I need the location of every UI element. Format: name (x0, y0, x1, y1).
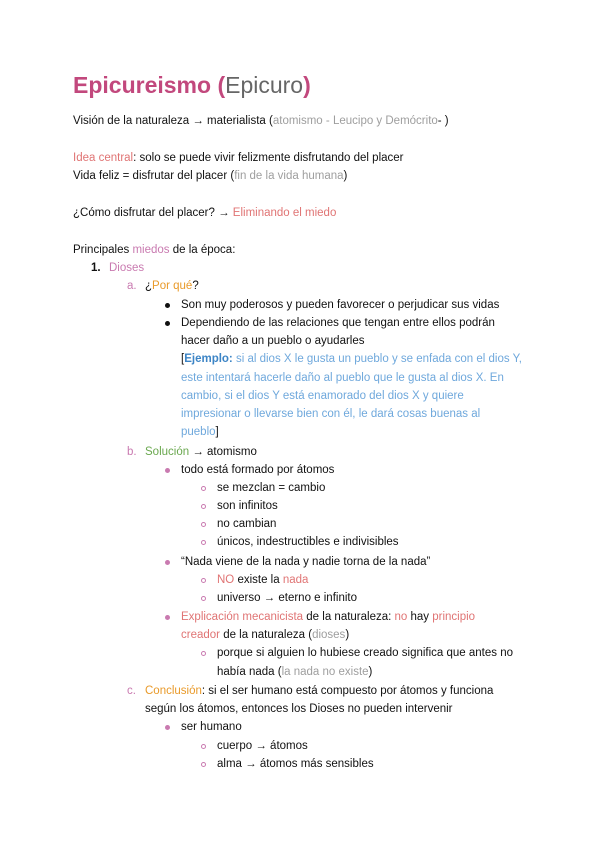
nada-item-1 (217, 571, 308, 589)
list-letter-b: b. (127, 446, 137, 458)
bullet-circle (201, 744, 206, 749)
conclusion-label: Conclusión (145, 685, 202, 697)
ejemplo-close: ] (215, 426, 219, 438)
explicacion-sub2c: ) (368, 666, 373, 678)
solucion-label: Solución (145, 446, 190, 458)
porque-item-2: Dependiendo de las relaciones que tengan entre ellos podrán (181, 317, 495, 329)
explicacion-dioses: dioses (312, 629, 346, 641)
explicacion-sub2a: había nada ( (217, 666, 282, 678)
principales-miedos: miedos (132, 244, 170, 256)
nada-word: nada (282, 574, 309, 586)
page-title (73, 72, 311, 100)
ejemplo-line-1 (181, 350, 522, 368)
title-paren-open: ( (217, 72, 226, 98)
explicacion-sub-1: porque si alguien lo hubiese creado significa que antes no (217, 647, 514, 659)
atomos-item-4: únicos, indestructibles e indivisibles (217, 536, 399, 548)
explicacion-t4: ) (345, 629, 350, 641)
nada-head: “Nada viene de la nada y nadie torna de la nada” (181, 556, 431, 568)
ejemplo-line-2: este intentará hacerle daño al pueblo que le gusta al dios X. En (181, 372, 504, 384)
bullet-circle (201, 522, 206, 527)
atomos-head: todo está formado por átomos (181, 464, 335, 476)
explicacion-sub2b: la nada no existe (281, 666, 369, 678)
explicacion-principio: principio (432, 611, 476, 623)
bullet-circle (201, 504, 206, 509)
principales-post: de la época: (169, 244, 236, 256)
explicacion-sub-2 (217, 663, 372, 681)
list-letter-a: a. (127, 280, 137, 292)
list-number-1: 1. (91, 262, 101, 274)
ejemplo-line-5 (181, 423, 219, 441)
explicacion-t1: de la naturaleza: (303, 611, 395, 623)
idea-label: Idea central (73, 152, 134, 164)
como-text: ¿Cómo disfrutar del placer? → (73, 207, 233, 219)
intro-who: Leucipo y Demócrito (332, 115, 438, 127)
intro-line (73, 112, 449, 130)
intro-sep: - (322, 115, 333, 127)
vida-fin: fin de la vida humana (234, 170, 344, 182)
intro-text: Visión de la naturaleza → materialista ( (73, 115, 273, 127)
conclusion-text1: : si el ser humano está compuesto por átomos y funciona (201, 685, 494, 697)
bullet-dot (165, 560, 170, 565)
bullet-dot (165, 468, 170, 473)
idea-central-line (73, 149, 404, 167)
explicacion-creador: creador (181, 629, 220, 641)
title-paren-close: ) (303, 72, 311, 98)
porque-item-2-cont: hacer daño a un pueblo o ayudarles (181, 335, 365, 347)
bullet-circle (201, 578, 206, 583)
explicacion-label: Explicación mecanicista (181, 611, 304, 623)
nada-no: NO (217, 574, 235, 586)
principales-line (73, 241, 235, 259)
solucion-post: → atomismo (189, 446, 257, 458)
atomos-item-3: no cambian (217, 518, 277, 530)
vida-text: Vida feliz = disfrutar del placer ( (73, 170, 235, 182)
bullet-circle (201, 486, 206, 491)
idea-text: : solo se puede vivir felizmente disfrutando del placer (133, 152, 404, 164)
ejemplo-open: [ (181, 353, 185, 365)
bullet-dot (165, 303, 170, 308)
conclusion-item-1: cuerpo → átomos (217, 740, 308, 752)
bullet-circle (201, 651, 206, 656)
como-answer: Eliminando el miedo (232, 207, 337, 219)
ejemplo-text-1: si al dios X le gusta un pueblo y se enfada con el dios Y, (232, 353, 522, 365)
bullet-dot (165, 615, 170, 620)
vida-feliz-line (73, 167, 347, 185)
explicacion-t3: de la naturaleza ( (220, 629, 313, 641)
bullet-dot (165, 321, 170, 326)
bullet-circle (201, 762, 206, 767)
solucion-heading (145, 443, 257, 461)
conclusion-head: ser humano (181, 721, 242, 733)
explicacion-line-1 (181, 608, 475, 626)
ejemplo-line-3: cambio, si el dios Y está enamorado del dios X y quiere (181, 390, 464, 402)
intro-atomismo: atomismo (272, 115, 323, 127)
atomos-item-1: se mezclan = cambio (217, 482, 326, 494)
porque-post: ? (192, 280, 199, 292)
porque-heading (145, 277, 199, 295)
title-author: Epicuro (225, 72, 304, 98)
dioses-label: Dioses (109, 262, 145, 274)
ejemplo-label: Ejemplo: (184, 353, 233, 365)
explicacion-no: no (394, 611, 408, 623)
porque-label: Por qué (152, 280, 193, 292)
conclusion-line-1 (145, 682, 493, 700)
explicacion-t2: hay (407, 611, 433, 623)
list-letter-c: c. (127, 685, 136, 697)
nada-item-2: universo → eterno e infinito (217, 592, 357, 604)
bullet-circle (201, 596, 206, 601)
title-main: Epicureismo (73, 72, 212, 98)
bullet-circle (201, 540, 206, 545)
principales-pre: Principales (73, 244, 133, 256)
conclusion-line-2: según los átomos, entonces los Dioses no pueden intervenir (145, 703, 453, 715)
ejemplo-text-5: pueblo (181, 426, 216, 438)
dioses-heading (109, 259, 144, 277)
vida-close: ) (343, 170, 348, 182)
bullet-dot (165, 725, 170, 730)
porque-item-1: Son muy poderosos y pueden favorecer o perjudicar sus vidas (181, 299, 500, 311)
ejemplo-line-4: impresionar o llevarse bien con él, le dará cosas buenas al (181, 408, 481, 420)
nada-existe: existe la (234, 574, 283, 586)
explicacion-line-2 (181, 626, 349, 644)
atomos-item-2: son infinitos (217, 500, 278, 512)
intro-close: - ) (437, 115, 449, 127)
como-line (73, 204, 336, 222)
conclusion-item-2: alma → átomos más sensibles (217, 758, 374, 770)
porque-pre: ¿ (145, 280, 153, 292)
